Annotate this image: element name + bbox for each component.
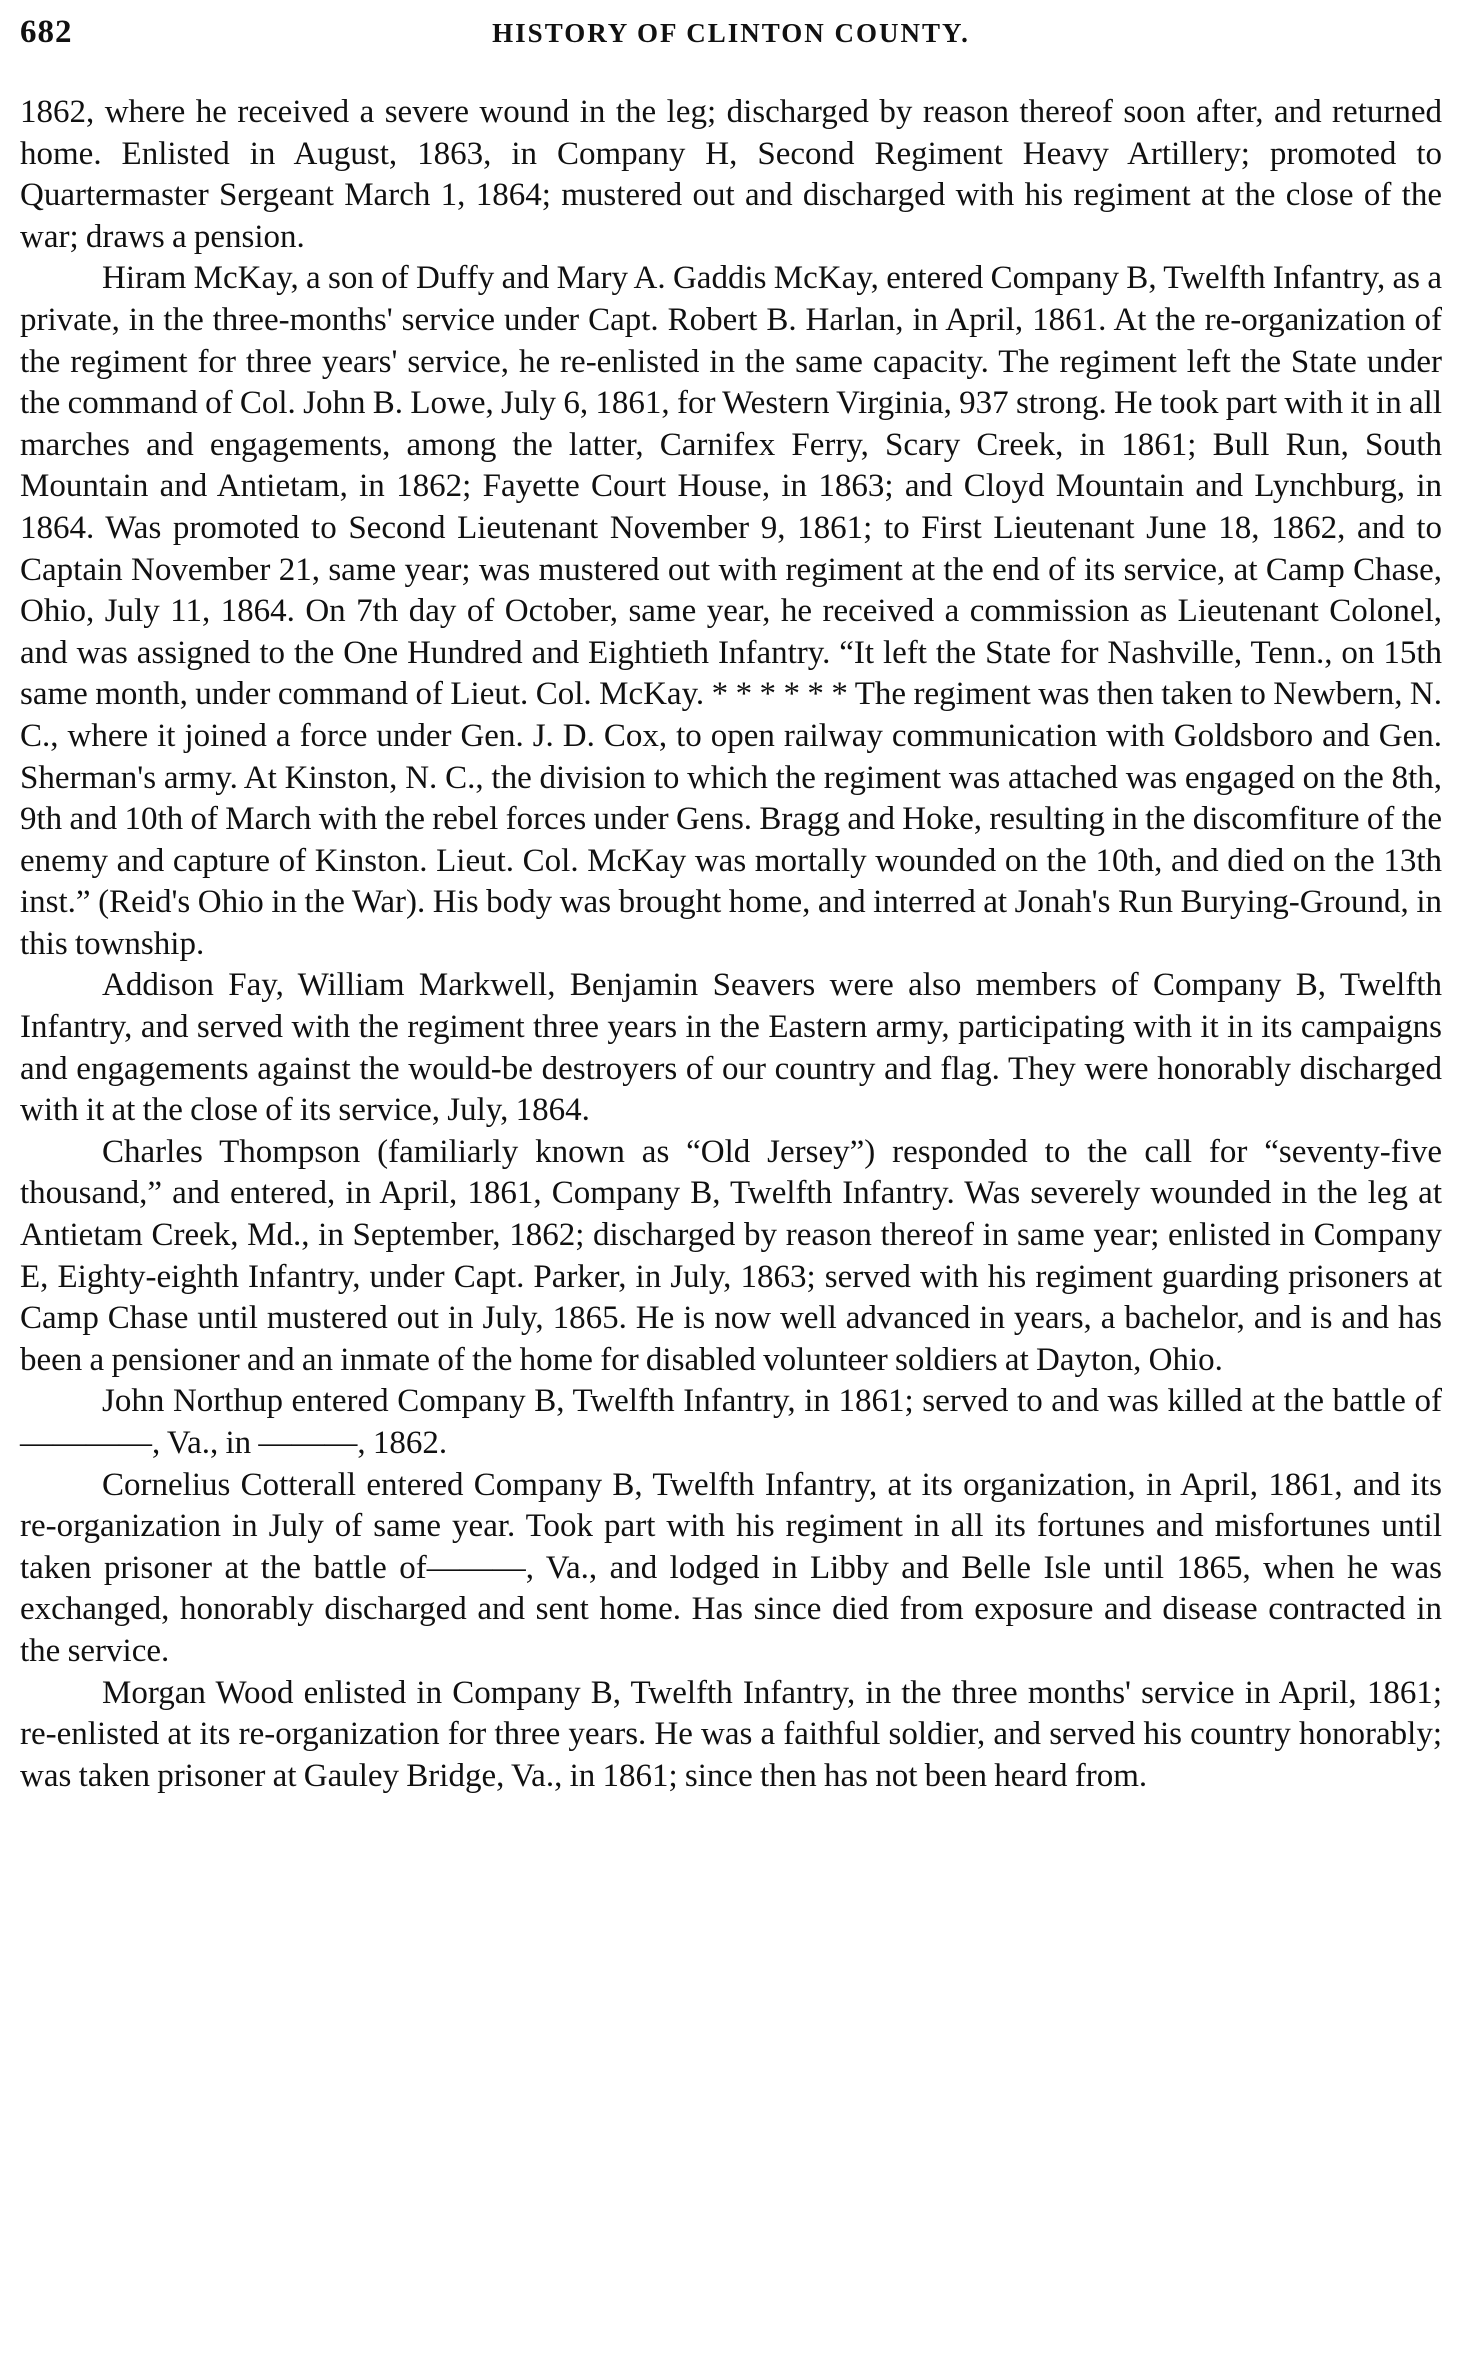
paragraph-cornelius-cotterall: Cornelius Cotterall entered Company B, Twelfth Infantry, at its organization, in April, 1861, and its re-organization in July of same year. Took part with his regiment in all its fortunes and misfortunes until taken prisoner at the battle of———, Va., and lodged in Libby and Belle Isle until 1865, when he was exchanged, honorably discharged and sent home. Has since died from exposure and disease contracted in the service. xyxy=(20,1466,1442,1669)
paragraph-hiram-mckay: Hiram McKay, a son of Duffy and Mary A. Gaddis McKay, entered Company B, Twelfth Infantry, as a private, in the three-months' service under Capt. Robert B. Harlan, in April, 1861. At the re-organization of the regiment for three years' service, he re-enlisted in the same capacity. The regiment left the State under the command of Col. John B. Lowe, July 6, 1861, for Western Virginia, 937 strong. He took part with it in all marches and engagements, among the latter, Carnifex Ferry, Scary Creek, in 1861; Bull Run, South Mountain and Antietam, in 1862; Fayette Court House, in 1863; and Cloyd Mountain and Lynchburg, in 1864. Was promoted to Second Lieutenant November 9, 1861; to First Lieutenant June 18, 1862, and to Captain November 21, same year; was mustered out with regiment at the end of its service, at Camp Chase, Ohio, July 11, 1864. On 7th day of October, same year, he received a commission as Lieutenant Colonel, and was assigned to the One Hundred and Eightieth Infantry. “It left the State for Nashville, Tenn., on 15th same month, under command of Lieut. Col. McKay. * * * * * * The regiment was then taken to Newbern, N. C., where it joined a force under Gen. J. D. Cox, to open railway communication with Goldsboro and Gen. Sherman's army. At Kinston, N. C., the division to which the regiment was attached was engaged on the 8th, 9th and 10th of March with the rebel forces under Gens. Bragg and Hoke, resulting in the discomfiture of the enemy and capture of Kinston. Lieut. Col. McKay was mortally wounded on the 10th, and died on the 13th inst.” (Reid's Ohio in the War). His body was brought home, and interred at Jonah's Run Burying-Ground, in this township. xyxy=(20,260,1442,962)
paragraph-charles-thompson: Charles Thompson (familiarly known as “Old Jersey”) responded to the call for “seventy-five thousand,” and entered, in April, 1861, Company B, Twelfth Infantry. Was severely wounded in the leg at Antietam Creek, Md., in September, 1862; discharged by reason thereof in same year; enlisted in Company E, Eighty-eighth Infantry, under Capt. Parker, in July, 1863; served with his regiment guarding prisoners at Camp Chase until mustered out in July, 1865. He is now well advanced in years, a bachelor, and is and has been a pensioner and an inmate of the home for disabled volunteer soldiers at Dayton, Ohio. xyxy=(20,1133,1442,1378)
running-title: HISTORY OF CLINTON COUNTY. xyxy=(492,18,970,48)
paragraph-morgan-wood: Morgan Wood enlisted in Company B, Twelfth Infantry, in the three months' service in April, 1861; re-enlisted at its re-organization for three years. He was a faithful soldier, and served his country honorably; was taken prisoner at Gauley Bridge, Va., in 1861; since then has not been heard from. xyxy=(20,1674,1442,1794)
paragraph-continuation: 1862, where he received a severe wound in the leg; discharged by reason thereof soon after, and returned home. Enlisted in August, 1863, in Company H, Second Regiment Heavy Artillery; promoted to Quartermaster Sergeant March 1, 1864; mustered out and discharged with his regiment at the close of the war; draws a pension. xyxy=(20,94,1442,255)
paragraph-john-northup: John Northup entered Company B, Twelfth Infantry, in 1861; served to and was killed at the battle of ————, Va., in ———, 1862. xyxy=(20,1383,1442,1461)
body-text xyxy=(20,92,1442,1797)
running-head xyxy=(20,14,1442,74)
document-page xyxy=(20,0,1442,2353)
page-number: 682 xyxy=(20,14,73,50)
paragraph-addison-fay: Addison Fay, William Markwell, Benjamin Seavers were also members of Company B, Twelfth Infantry, and served with the regiment three years in the Eastern army, participating with it in its campaigns and engagements against the would-be destroyers of our country and flag. They were honorably discharged with it at the close of its service, July, 1864. xyxy=(20,967,1442,1129)
